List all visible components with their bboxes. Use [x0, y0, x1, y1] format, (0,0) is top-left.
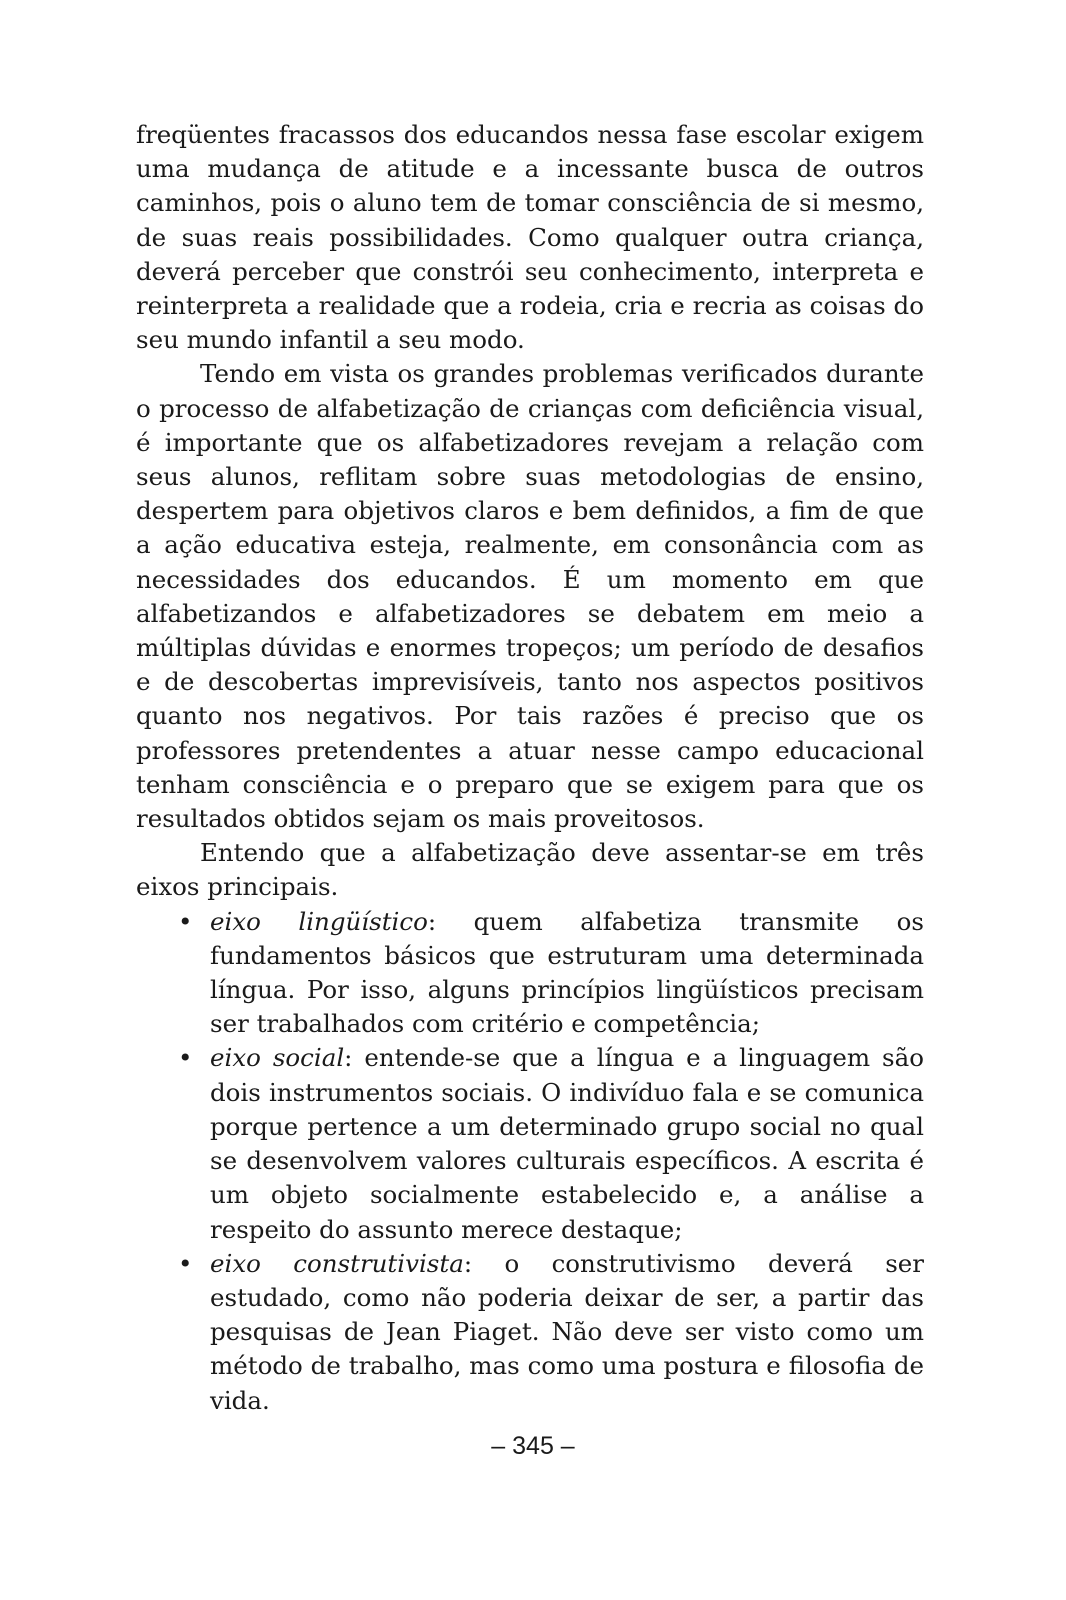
bullet-icon: •	[178, 1043, 193, 1073]
bullet-icon: •	[178, 906, 193, 936]
list-item-constructivist-axis	[136, 1247, 924, 1418]
paragraph-three-axes-intro: Entendo que a alfabetização deve assentar-se em três eixos principais.	[136, 838, 924, 902]
list-item-linguistic-axis	[136, 905, 924, 1042]
constructivist-axis-description: : o construtivismo deverá ser estudado, como não poderia deixar de ser, a partir das pesquisas de Jean Piaget. Não deve ser visto como um método de trabalho, mas como uma postura e filosofia de vida.	[210, 1248, 925, 1415]
social-axis-description: : entende-se que a língua e a linguagem são dois instrumentos sociais. O indivíduo fala e se comunica porque pertence a um determinado grupo social no qual se desenvolvem valores culturais específicos. A escrita é um objeto socialmente estabelecido e, a análise a respeito do assunto merece destaque;	[210, 1043, 924, 1244]
paragraph-alphabetization-problems: Tendo em vista os grandes problemas verificados durante o processo de alfabetização de crianças com deficiência visual, é importante que os alfabetizadores revejam a relação com seus alunos, reflitam sobre suas metodologias de ensino, despertem para objetivos claros e bem definidos, a fim de que a ação educativa esteja, realmente, em consonância com as necessidades dos educandos. É um momento em que alfabetizandos e alfabetizadores se debatem em meio a múltiplas dúvidas e enormes tropeços; um período de desafios e de descobertas imprevisíveis, tanto nos aspectos positivos quanto nos negativos. Por tais razões é preciso que os professores pretendentes a atuar nesse campo educacional tenham consciência e o preparo que se exigem para que os resultados obtidos sejam os mais proveitosos.	[136, 359, 924, 834]
linguistic-axis-description: : quem alfabetiza transmite os fundamentos básicos que estruturam uma determinada língua. Por isso, alguns princípios lingüísticos precisam ser trabalhados com critério e competência;	[210, 906, 924, 1039]
bullet-icon: •	[178, 1248, 193, 1278]
term-linguistic-axis: eixo lingüístico	[210, 906, 428, 936]
term-social-axis: eixo social	[210, 1043, 345, 1073]
paragraph-continuation: freqüentes fracassos dos educandos nessa fase escolar exigem uma mudança de atitude e a incessante busca de outros caminhos, pois o aluno tem de tomar consciência de si mesmo, de suas reais possibilidades. Como qualquer outra criança, deverá perceber que constrói seu conhecimento, interpreta e reinterpreta a realidade que a rodeia, cria e recria as coisas do seu mundo infantil a seu modo.	[136, 120, 924, 355]
term-constructivist-axis: eixo construtivista	[210, 1248, 464, 1278]
axes-list	[136, 905, 924, 1418]
list-item-social-axis	[136, 1041, 924, 1246]
page-number: – 345 –	[491, 1432, 575, 1460]
body-text	[136, 118, 924, 1418]
